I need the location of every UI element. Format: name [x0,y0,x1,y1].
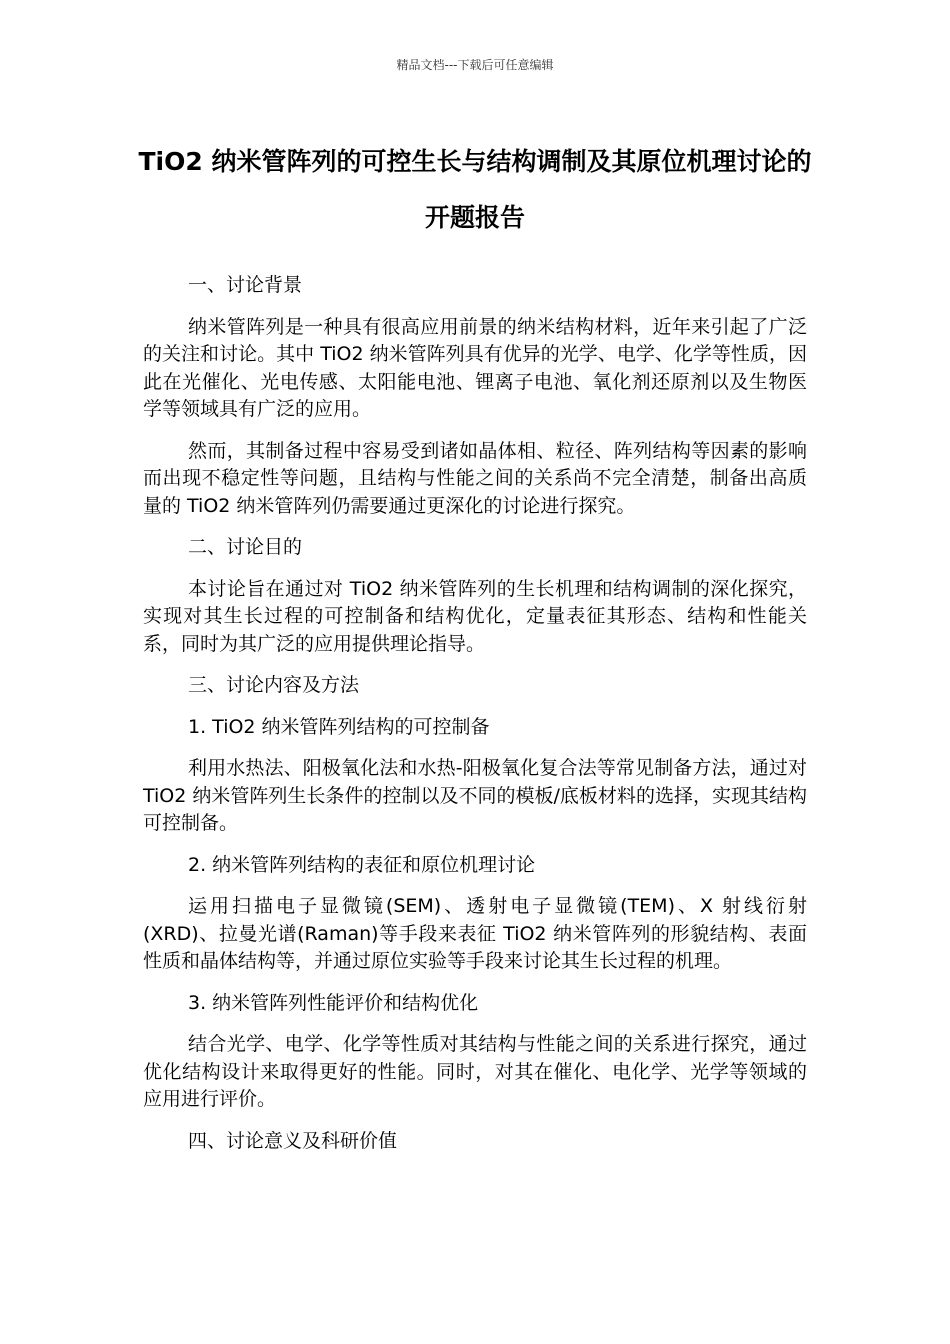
paragraph-controlled-preparation: 利用水热法、阳极氧化法和水热-阳极氧化复合法等常见制备方法，通过对 TiO2 纳米管阵列生长条件的控制以及不同的模板/底板材料的选择，实现其结构可控制备。 [143,757,807,834]
section-heading-significance: 四、讨论意义及科研价值 [188,1129,398,1152]
paragraph-background-1: 纳米管阵列是一种具有很高应用前景的纳米结构材料，近年来引起了广泛的关注和讨论。其中 TiO2 纳米管阵列具有优异的光学、电学、化学等性质，因此在光催化、光电传感、太阳能电池、锂离子电池、氧化剂还原剂以及生物医学等领域具有广泛的应用。 [143,315,807,420]
paragraph-characterization: 运用扫描电子显微镜(SEM)、透射电子显微镜(TEM)、X 射线衍射(XRD)、拉曼光谱(Raman)等手段来表征 TiO2 纳米管阵列的形貌结构、表面性质和晶体结构等，并通过原位实验等手段来讨论其生长过程的机理。 [143,895,807,972]
paragraph-purpose: 本讨论旨在通过对 TiO2 纳米管阵列的生长机理和结构调制的深化探究，实现对其生长过程的可控制备和结构优化，定量表征其形态、结构和性能关系，同时为其广泛的应用提供理论指导。 [143,577,807,655]
section-heading-background: 一、讨论背景 [188,274,303,296]
paragraph-background-2: 然而，其制备过程中容易受到诸如晶体相、粒径、阵列结构等因素的影响而出现不稳定性等问题，且结构与性能之间的关系尚不完全清楚，制备出高质量的 TiO2 纳米管阵列仍需要通过更深化的讨论进行探究。 [143,439,807,517]
section-heading-content-methods: 三、讨论内容及方法 [188,674,360,696]
section-heading-purpose: 二、讨论目的 [188,536,303,558]
paragraph-performance: 结合光学、电学、化学等性质对其结构与性能之间的关系进行探究，通过优化结构设计来取得更好的性能。同时，对其在催化、电化学、光学等领域的应用进行评价。 [143,1033,807,1110]
subheading-controlled-preparation: 1. TiO2 纳米管阵列结构的可控制备 [188,715,490,738]
subheading-characterization: 2. 纳米管阵列结构的表征和原位机理讨论 [188,853,536,876]
document-title: TiO2 纳米管阵列的可控生长与结构调制及其原位机理讨论的开题报告 [138,147,812,232]
document-body [143,272,807,1169]
subheading-performance: 3. 纳米管阵列性能评价和结构优化 [188,991,479,1014]
header-note: 精品文档---下载后可任意编辑 [396,58,554,72]
